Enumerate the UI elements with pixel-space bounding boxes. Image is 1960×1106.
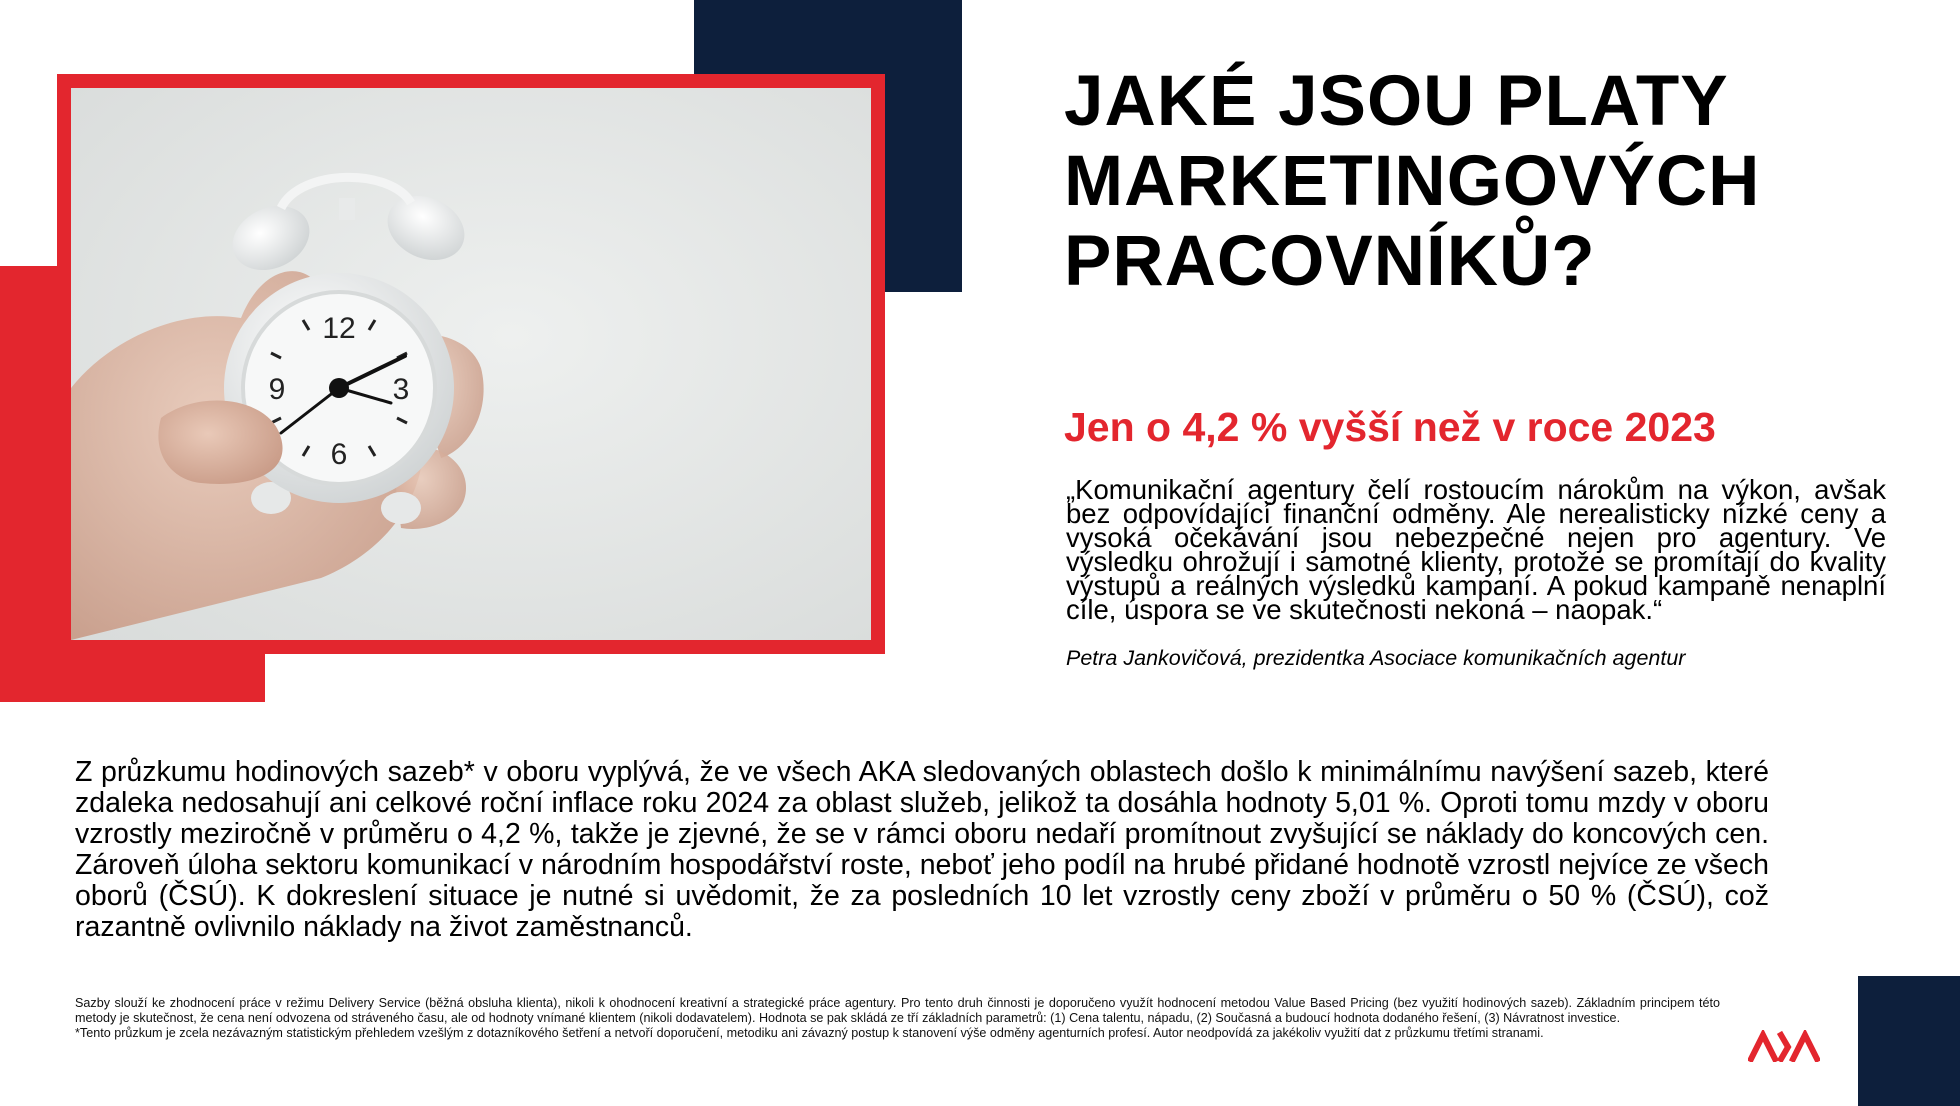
svg-text:6: 6: [330, 438, 348, 471]
body-paragraph: Z průzkumu hodinových sazeb* v oboru vyplývá, že ve všech AKA sledovaných oblastech došlo k minimálnímu navýšení sazeb, které zdaleka nedosahují ani celkové roční inflace roku 2024 za oblast služeb, jelikož ta dosáhla hodnoty 5,01 %. Oproti tomu mzdy v oboru vzrostly meziročně v průměru o 4,2 %, takže je zjevné, že se v rámci oboru nedaří promítnout zvyšující se náklady do koncových cen. Zároveň úloha sektoru komunikací v národním hospodářství roste, neboť jeho podíl na hrubé přidané hodnotě vzrostl nejvíce ze všech oborů (ČSÚ). K dokreslení situace je nutné si uvědomit, že za posledních 10 let vzrostly ceny zboží v průměru o 50 % (ČSÚ), což razantně ovlivnilo náklady na život zaměstnanců.: [75, 756, 1769, 943]
quote-text: „Komunikační agentury čelí rostoucím nárokům na výkon, avšak bez odpovídající finanční odměny. Ale nerealisticky nízké ceny a vysoká očekávání jsou nebezpečné nejen pro agentury. Ve výsledku ohrožují i samotné klienty, protože se promítají do kvality výstupů a reálných výsledků kampaní. A pokud kampaně nenaplní cíle, úspora se ve skutečnosti nekoná – naopak.“: [1066, 474, 1886, 625]
photo-frame: [57, 74, 885, 654]
svg-text:9: 9: [268, 373, 286, 406]
footnote-paragraph-2: *Tento průzkum je zcela nezávazným statistickým přehledem vzešlým z dotazníkového šetření a netvoří doporučení, metodiku ani závazný postup k stanovení výše odměny agenturních profesí. Autor neodpovídá za jakékoliv využití dat z průzkumu třetími stranami.: [75, 1026, 1544, 1040]
page-title: [1064, 62, 1924, 302]
title-line-1: JAKÉ JSOU PLATY: [1064, 62, 1729, 141]
title-line-2: MARKETINGOVÝCH: [1064, 142, 1761, 221]
hand-holding-alarm-clock-photo: [71, 88, 871, 640]
quote-author: Petra Jankovičová, prezidentka Asociace komunikačních agentur: [1066, 646, 1686, 670]
svg-text:3: 3: [392, 373, 410, 406]
svg-text:12: 12: [322, 312, 356, 345]
title-line-3: PRACOVNÍKŮ?: [1064, 222, 1596, 301]
alarm-clock-icon: [71, 88, 871, 640]
footnote: [75, 996, 1720, 1041]
aka-logo-icon: [1748, 1030, 1820, 1062]
footnote-paragraph-1: Sazby slouží ke zhodnocení práce v režimu Delivery Service (běžná obsluha klienta), nikoli k ohodnocení kreativní a strategické práce agentury. Pro tento druh činnosti je doporučeno využít hodnocení metodou Value Based Pricing (bez využití hodinových sazeb). Základním principem této metody je skutečnost, že cena není odvozena od stráveného času, ale od hodnoty vnímané klientem (nikoli dodavatelem). Hodnota se pak skládá ze tří základních parametrů: (1) Cena talentu, nápadu, (2) Současná a budoucí hodnota dodaného řešení, (3) Návratnost investice.: [75, 996, 1720, 1025]
navy-decor-block-bottom-right: [1858, 976, 1960, 1106]
subtitle: Jen o 4,2 % vyšší než v roce 2023: [1064, 404, 1716, 450]
